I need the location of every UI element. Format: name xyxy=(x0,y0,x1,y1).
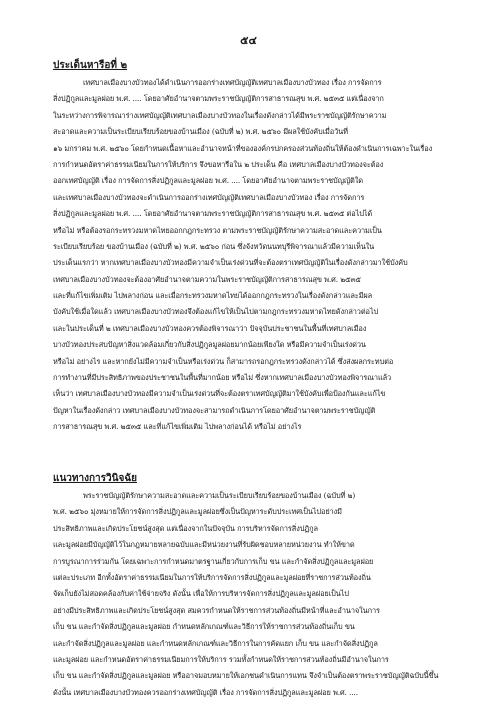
paragraph-line: และเทศบาลเมืองบางบัวทองจะดำเนินการออกร่างเทศบัญญัติเทศบาลเมืองบางบัวทอง เรื่อง การจัดการ xyxy=(53,192,365,202)
paragraph-line: การกำหนดอัตราค่าธรรมเนียมในการให้บริการ จึงขอหารือใน ๒ ประเด็น คือ เทศบาลเมืองบางบัวทองจะต้อง xyxy=(53,159,384,169)
paragraph-line: หรือไม่ หรือต้องรอกระทรวงมหาดไทยออกกฎกระทรวง ตามพระราชบัญญัติรักษาความสะอาดและความเป็น xyxy=(53,225,382,235)
paragraph-line: บังคับใช้เมื่อใดแล้ว เทศบาลเมืองบางบัวทองจึงต้องแก้ไขให้เป็นไปตามกฎกระทรวงมหาดไทยดังกล่าวต่อไป xyxy=(53,307,379,317)
paragraph-line: พ.ศ. ๒๕๖๐ มุ่งหมายให้การจัดการสิ่งปฏิกูลและมูลฝอยซึ่งเป็นปัญหาระดับประเทศเป็นไปอย่างมี xyxy=(53,507,342,517)
paragraph-line: และมูลฝอยมีบัญญัติไว้ในกฎหมายหลายฉบับและมีหน่วยงานที่รับผิดชอบหลายหน่วยงาน ทำให้ขาด xyxy=(53,540,355,550)
paragraph-line: การบูรณาการร่วมกัน โดยเฉพาะการกำหนดมาตรฐานเกี่ยวกับการเก็บ ขน และกำจัดสิ่งปฏิกูลและมูลฝอย xyxy=(53,556,374,566)
paragraph-line: และกำจัดสิ่งปฏิกูลและมูลฝอย และกำหนดหลักเกณฑ์และวิธีการในการคัดแยก เก็บ ขน และกำจัดสิ่งปฏิกูล xyxy=(53,638,378,648)
paragraph-line: จัดเก็บยังไม่สอดคล้องกับค่าใช้จ่ายจริง ดังนั้น เพื่อให้การบริหารจัดการสิ่งปฏิกูลและมูลฝอยเป็นไป xyxy=(53,589,349,599)
paragraph-line: ประสิทธิภาพและเกิดประโยชน์สูงสุด แต่เนื่องจากในปัจจุบัน การบริหารจัดการสิ่งปฏิกูล xyxy=(53,523,318,533)
paragraph-line: เก็บ ขน และกำจัดสิ่งปฏิกูลและมูลฝอย หรืออาจมอบหมายให้เอกชนดำเนินการแทน จึงจำเป็นต้องตราพระราชบัญญัติฉบับนี้ขึ้น xyxy=(53,671,439,681)
paragraph-line: เทศบาลเมืองบางบัวทองจะต้องอาศัยอำนาจตามความในพระราชบัญญัติการสาธารณสุข พ.ศ. ๒๕๓๕ xyxy=(53,274,361,284)
paragraph-line: ๑๖ มกราคม พ.ศ. ๒๕๖๐ โดยกำหนดเนื้อหาและอำนาจหน้าที่ขององค์กรปกครองส่วนท้องถิ่นให้ต้องดำเนินการเฉพาะในเรื่อง xyxy=(53,143,433,153)
paragraph-line: ปัญหาในเรื่องดังกล่าว เทศบาลเมืองบางบัวทองจะสามารถดำเนินการโดยอาศัยอำนาจตามพระราชบัญญัติ xyxy=(53,405,376,415)
paragraph-line: แต่ละประเภท อีกทั้งอัตราค่าธรรมเนียมในการให้บริการจัดการสิ่งปฏิกูลและมูลฝอยที่ราชการส่วนท้องถิ่น xyxy=(53,572,371,582)
paragraph-line: การสาธารณสุข พ.ศ. ๒๕๓๕ และที่แก้ไขเพิ่มเติม ไปพลางก่อนได้ หรือไม่ อย่างไร xyxy=(53,422,302,432)
section-analysis-body xyxy=(53,488,452,701)
paragraph-line: อย่างมีประสิทธิภาพและเกิดประโยชน์สูงสุด สมควรกำหนดให้ราชการส่วนท้องถิ่นมีหน้าที่และอำนาจในการ xyxy=(53,605,380,615)
paragraph-line: เทศบาลเมืองบางบัวทองได้ดำเนินการออกร่างเทศบัญญัติเทศบาลเมืองบางบัวทอง เรื่อง การจัดการ xyxy=(83,78,382,87)
paragraph-line: สิ่งปฏิกูลและมูลฝอย พ.ศ. .... โดยอาศัยอำนาจตามพระราชบัญญัติการสาธารณสุข พ.ศ. ๒๕๓๕ แต่เนื่องจาก xyxy=(53,94,384,104)
paragraph-line: เก็บ ขน และกำจัดสิ่งปฏิกูลและมูลฝอย กำหนดหลักเกณฑ์และวิธีการให้ราชการส่วนท้องถิ่นเก็บ ขน xyxy=(53,622,355,632)
paragraph-line: สะอาดและความเป็นระเบียบเรียบร้อยของบ้านเมือง (ฉบับที่ ๒) พ.ศ. ๒๕๖๐ มีผลใช้บังคับเมื่อวันที่ xyxy=(53,127,348,137)
paragraph-line: ในระหว่างการพิจารณาร่างเทศบัญญัติเทศบาลเมืองบางบัวทองในเรื่องดังกล่าวได้มีพระราชบัญญัติรักษาความ xyxy=(53,110,387,120)
paragraph-line: ออกเทศบัญญัติ เรื่อง การจัดการสิ่งปฏิกูลและมูลฝอย พ.ศ. .... โดยอาศัยอำนาจตามพระราชบัญญัติใด xyxy=(53,176,363,186)
paragraph-line: ประเด็นแรกว่า หากเทศบาลเมืองบางบัวทองมีความจำเป็นเร่งด่วนที่จะต้องตราเทศบัญญัติในเรื่องดังกล่าวมาใช้บังคับ xyxy=(53,258,408,268)
paragraph-line: สิ่งปฏิกูลและมูลฝอย พ.ศ. .... โดยอาศัยอำนาจตามพระราชบัญญัติการสาธารณสุข พ.ศ. ๒๕๓๕ ต่อไปได้ xyxy=(53,209,373,219)
paragraph-line: บางบัวทองประสบปัญหาสิ่งแวดล้อมเกี่ยวกับสิ่งปฏิกูลมูลฝอยมากน้อยเพียงใด หรือมีความจำเป็นเร่งด่วน xyxy=(53,340,366,350)
paragraph-line: และที่แก้ไขเพิ่มเติม ไปพลางก่อน และเมื่อกระทรวงมหาดไทยได้ออกกฎกระทรวงในเรื่องดังกล่าวและมีผล xyxy=(53,291,373,301)
section-issue-2-body xyxy=(53,75,452,436)
paragraph-line: พระราชบัญญัติรักษาความสะอาดและความเป็นระเบียบเรียบร้อยของบ้านเมือง (ฉบับที่ ๒) xyxy=(83,491,356,500)
paragraph-line: เห็นว่า เทศบาลเมืองบางบัวทองมีความจำเป็นเร่งด่วนที่จะต้องตราเทศบัญญัติมาใช้บังคับเพื่อป้องกันและแก้ไข xyxy=(53,389,386,399)
page-number: ๕๔ xyxy=(240,34,257,47)
paragraph-line: และมูลฝอย และกำหนดอัตราค่าธรรมเนียมการให้บริการ รวมทั้งกำหนดให้ราชการส่วนท้องถิ่นมีอำนาจในการ xyxy=(53,654,389,664)
paragraph-line: และในประเด็นที่ ๒ เทศบาลเมืองบางบัวทองควรต้องพิจารณาว่า ปัจจุบันประชาชนในพื้นที่เทศบาลเมือง xyxy=(53,323,367,333)
paragraph-line: ดังนั้น เทศบาลเมืองบางบัวทองควรออกร่างเทศบัญญัติ เรื่อง การจัดการสิ่งปฏิกูลและมูลฝอย พ.ศ. .... xyxy=(53,687,359,697)
paragraph-line: ระเบียบเรียบร้อย ของบ้านเมือง (ฉบับที่ ๒) พ.ศ. ๒๕๖๐ ก่อน ซึ่งจังหวัดนนทบุรีพิจารณาแล้วมีความเห็นใน xyxy=(53,241,375,251)
paragraph-line: หรือไม่ อย่างไร และหากยังไม่มีความจำเป็นหรือเร่งด่วน ก็สามารถรอกฎกระทรวงดังกล่าวได้ ซึ่งส่งผลกระทบต่อ xyxy=(53,356,394,366)
paragraph-line: การทำงานที่มีประสิทธิภาพของประชาชนในพื้นที่มากน้อย หรือไม่ ซึ่งหากเทศบาลเมืองบางบัวทองพิจารณาแล้ว xyxy=(53,373,392,383)
section-heading-issue-2: ประเด็นหารือที่ ๒ xyxy=(53,60,128,71)
section-heading-analysis: แนวทางการวินิจฉัย xyxy=(53,473,138,484)
